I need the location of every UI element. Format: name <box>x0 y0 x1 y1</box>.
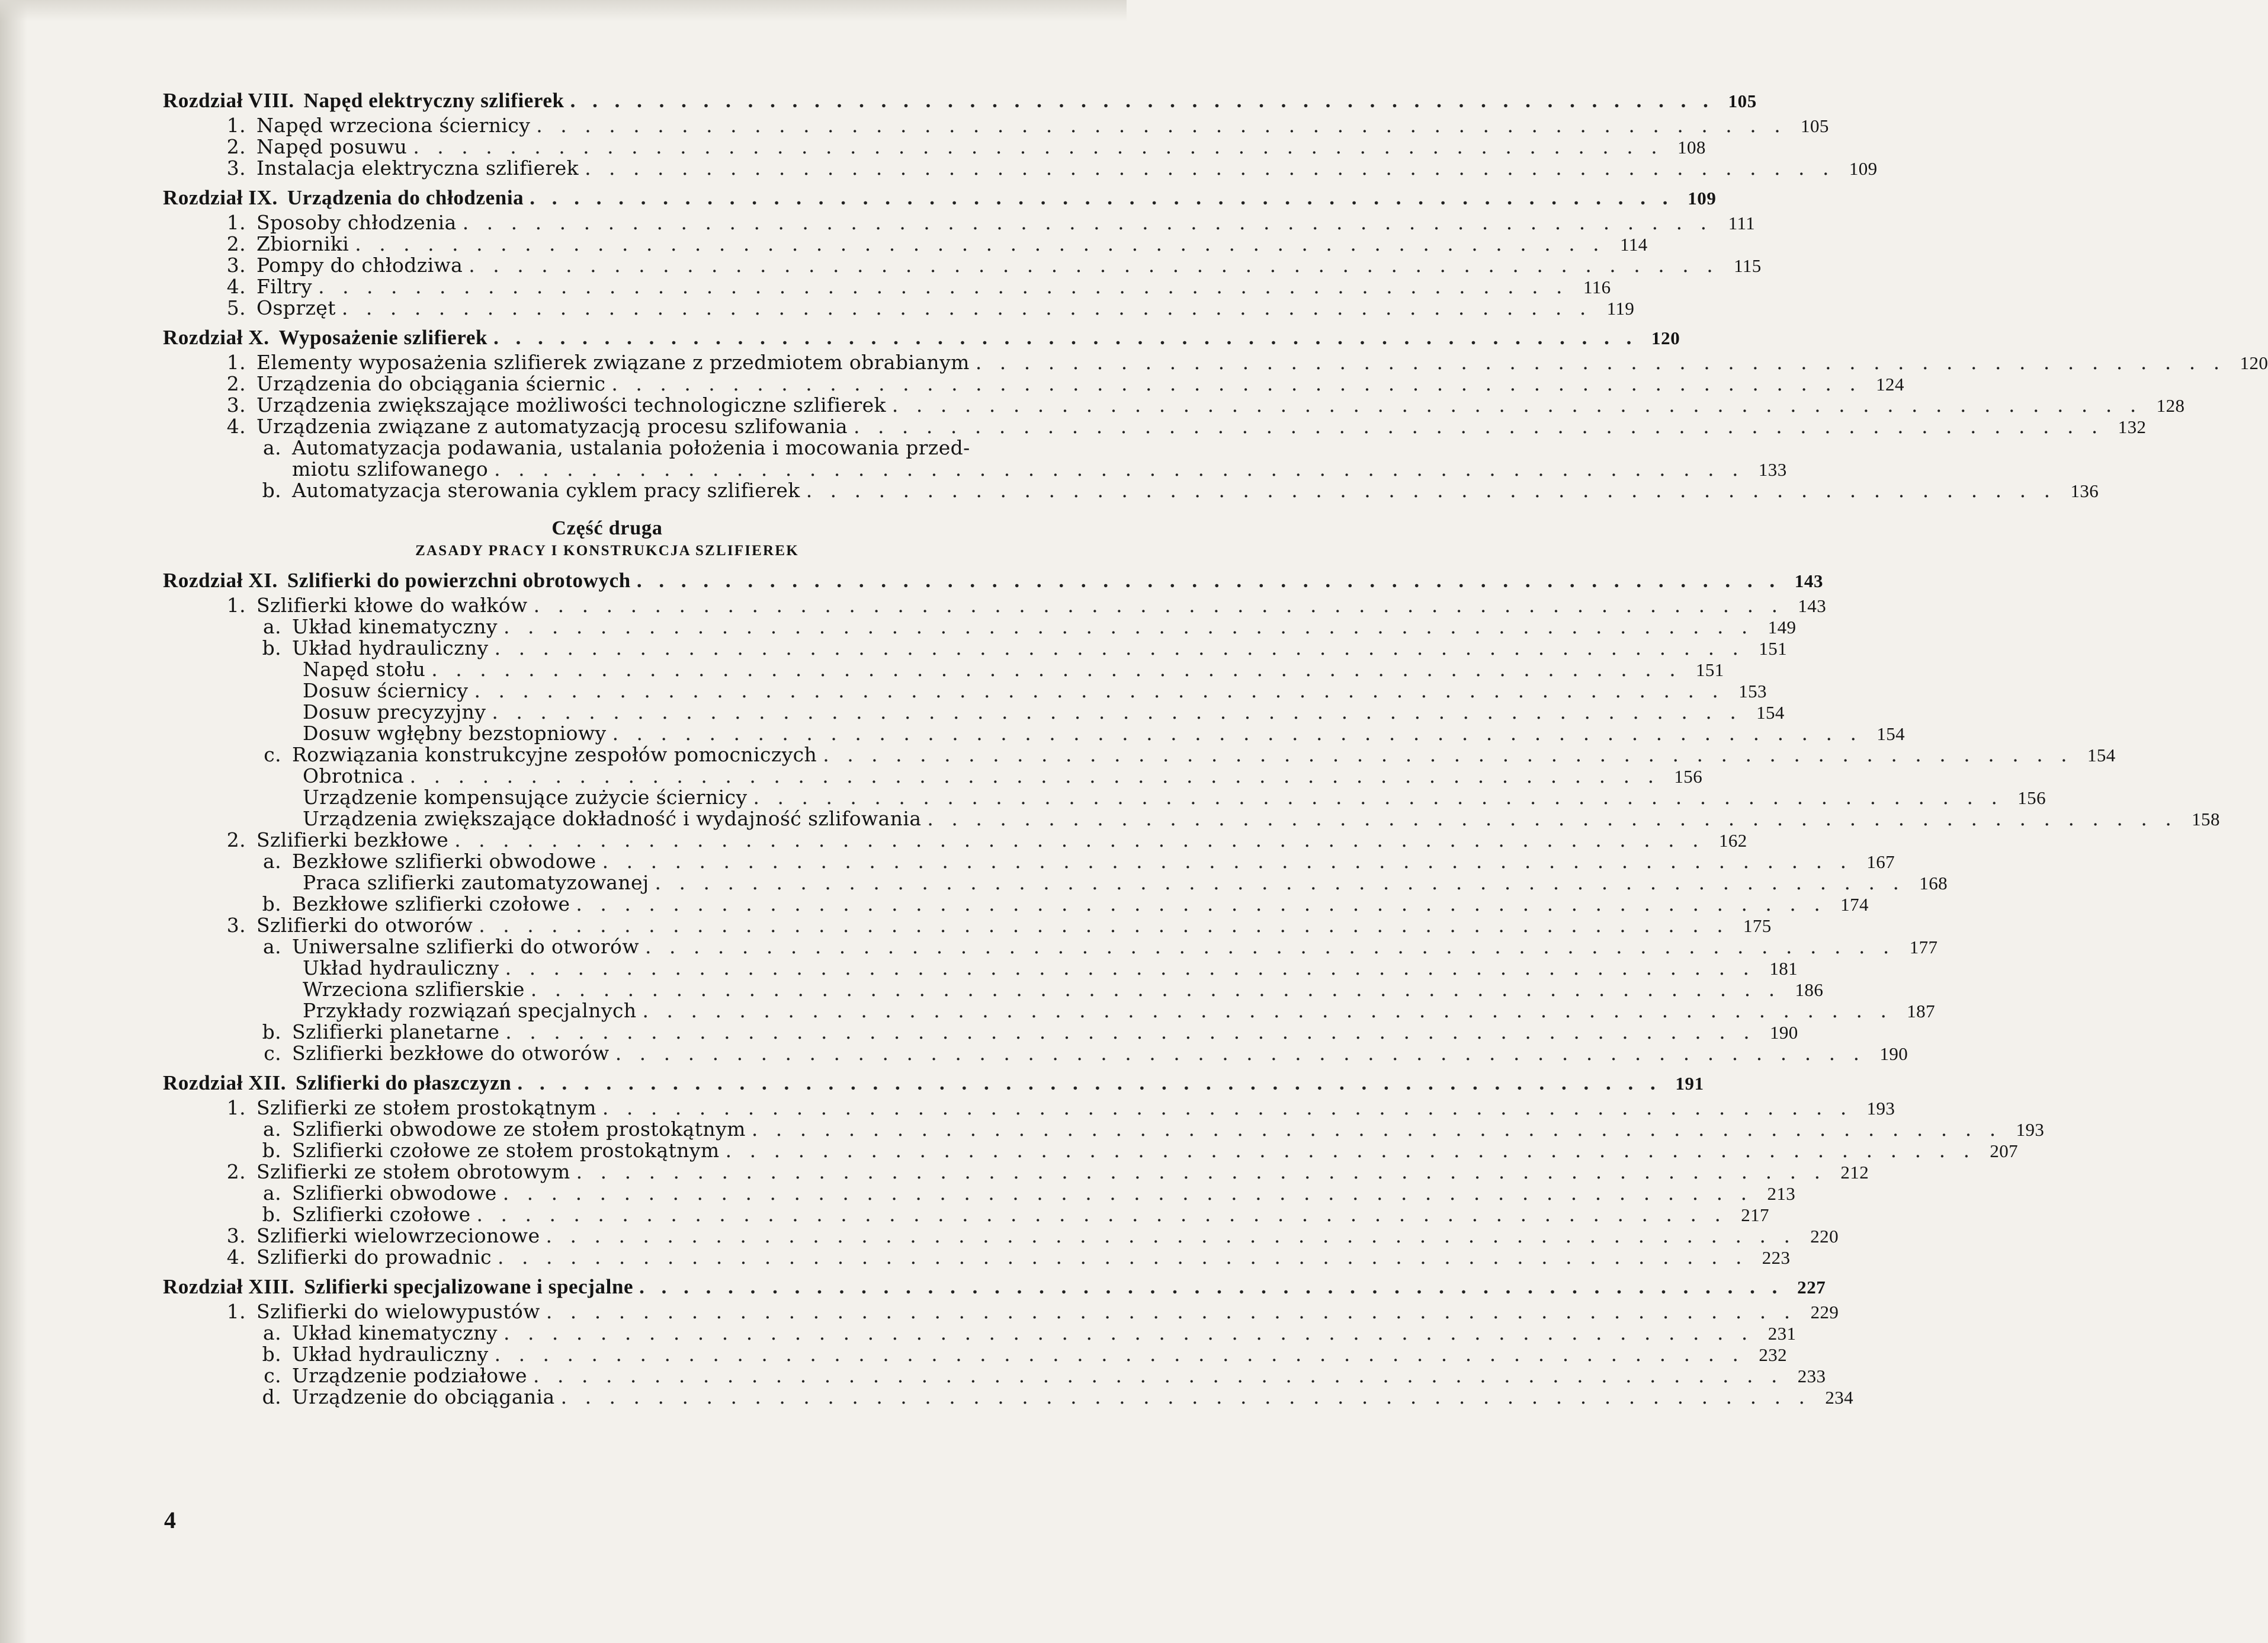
toc-entry <box>163 275 1611 298</box>
entry-page-number: 167 <box>1866 851 1895 872</box>
chapter-title: Napęd elektryczny szlifierek <box>303 89 564 112</box>
entry-number: 3. <box>226 1224 246 1247</box>
entry-number: a. <box>263 615 281 638</box>
toc-entry <box>163 807 2220 830</box>
dot-leader: . . . . . . . . . . . . . . . . . . . . . . . . . . . . . . . . . . . . . . . . . . . . . . . . . . . . <box>642 999 1892 1022</box>
toc-entry <box>163 786 2046 809</box>
entry-number: 1. <box>226 211 246 234</box>
entry-number: 4. <box>226 1245 246 1269</box>
dot-leader: . . . . . . . . . . . . . . . . . . . . . . . . . . . . . . . . . . . . . . . . . . . . . . . . . . . . <box>853 415 2104 438</box>
dot-leader: . . . . . . . . . . . . . . . . . . . . . . . . . . . . . . . . . . . . . . . . . . . . . . . . . . . . <box>409 764 1660 787</box>
entry-number: 2. <box>226 1160 246 1183</box>
dot-leader: . . . . . . . . . . . . . . . . . . . . . . . . . . . . . . . . . . . . . . . . . . . . . . . . . . . . <box>751 1117 2002 1141</box>
dot-leader: . . . . . . . . . . . . . . . . . . . . . . . . . . . . . . . . . . . . . . . . . . . . . . . . . . . . <box>536 114 1786 137</box>
dot-leader: . . . . . . . . . . . . . . . . . . . . . . . . . . . . . . . . . . . . . . . . . . . . . . . . . . . . <box>498 1245 1748 1269</box>
dot-leader: . . . . . . . . . . . . . . . . . . . . . . . . . . . . . . . . . . . . . . . . . . . . . . . . . . . . <box>479 914 1729 937</box>
toc-entry <box>163 871 1948 894</box>
dot-leader: . . . . . . . . . . . . . . . . . . . . . . . . . . . . . . . . . . . . . . . . . . . . . . . . . . . . <box>615 1042 1866 1065</box>
toc-entry <box>163 1364 1826 1387</box>
entry-number: 2. <box>226 372 246 395</box>
toc-entry <box>163 1042 1908 1065</box>
entry-number: c. <box>264 1364 281 1387</box>
entry-title: Bezkłowe szlifierki obwodowe <box>292 850 596 873</box>
chapter-page-number: 227 <box>1797 1277 1826 1298</box>
entry-page-number: 111 <box>1728 213 1756 233</box>
toc-entry <box>163 658 1724 681</box>
toc-entry <box>163 935 1938 958</box>
chapter-heading <box>163 570 631 591</box>
entry-title: Rozwiązania konstrukcyjne zespołów pomocniczych <box>292 743 817 766</box>
toc-entry <box>163 232 1648 255</box>
toc-entry <box>163 135 1706 158</box>
entry-title: Szlifierki do otworów <box>256 914 473 937</box>
toc-entry <box>163 1245 1791 1269</box>
toc-entry <box>163 956 1798 979</box>
entry-number: a. <box>263 1181 281 1205</box>
entry-number: b. <box>262 892 281 915</box>
entry-page-number: 174 <box>1840 894 1869 915</box>
entry-page-number: 114 <box>1620 234 1648 255</box>
entry-page-number: 181 <box>1769 958 1798 979</box>
toc-entry <box>163 1096 1895 1119</box>
entry-number: 1. <box>226 594 246 617</box>
chapter-label: Rozdział VIII. <box>163 89 294 112</box>
dot-leader: . . . . . . . . . . . . . . . . . . . . . . . . . . . . . . . . . . . . . . . . . . . . . . . . . . . . <box>546 1224 1796 1247</box>
entry-number: b. <box>262 1343 281 1366</box>
toc-entry <box>163 594 1827 617</box>
entry-title: Automatyzacja podawania, ustalania położenia i mocowania przed- <box>292 436 970 459</box>
entry-page-number: 136 <box>2070 481 2099 501</box>
entry-title: Dosuw ściernicy <box>303 679 469 702</box>
dot-leader: . . . . . . . . . . . . . . . . . . . . . . . . . . . . . . . . . . . . . . . . . . . . . . . . . . . . <box>454 828 1705 851</box>
entry-title: Elementy wyposażenia szlifierek związane z przedmiotem obrabianym <box>256 351 970 374</box>
toc-entry <box>163 679 1767 702</box>
entry-number: 3. <box>226 254 246 277</box>
entry-page-number: 116 <box>1583 277 1611 297</box>
dot-leader: . . . . . . . . . . . . . . . . . . . . . . . . . . . . . . . . . . . . . . . . . . . . . . . . . . . . <box>474 679 1724 702</box>
entry-page-number: 120 <box>2240 353 2268 373</box>
entry-title: Szlifierki ze stołem prostokątnym <box>256 1096 596 1119</box>
toc-entry <box>163 1343 1788 1366</box>
entry-title: Obrotnica <box>303 764 404 787</box>
entry-page-number: 158 <box>2192 809 2220 829</box>
entry-page-number: 151 <box>1759 638 1788 659</box>
dot-leader: . . . . . . . . . . . . . . . . . . . . . . . . . . . . . . . . . . . . . . . . . . . . . . . . . . . . <box>570 89 1714 112</box>
entry-number: 2. <box>226 232 246 255</box>
entry-title: Urządzenia do obciągania ściernic <box>256 372 606 395</box>
dot-leader: . . . . . . . . . . . . . . . . . . . . . . . . . . . . . . . . . . . . . . . . . . . . . . . . . . . . <box>636 569 1781 592</box>
dot-leader: . . . . . . . . . . . . . . . . . . . . . . . . . . . . . . . . . . . . . . . . . . . . . . . . . . . . <box>560 1385 1811 1408</box>
entry-number: 1. <box>226 114 246 137</box>
part-heading <box>163 517 1051 562</box>
entry-title: Wrzeciona szlifierskie <box>303 978 525 1001</box>
chapter-row <box>163 89 1757 112</box>
entry-title: Dosuw wgłębny bezstopniowy <box>303 722 607 745</box>
entry-page-number: 232 <box>1759 1344 1788 1365</box>
dot-leader: . . . . . . . . . . . . . . . . . . . . . . . . . . . . . . . . . . . . . . . . . . . . . . . . . . . . <box>612 722 1863 745</box>
scan-shadow-left <box>0 0 27 1643</box>
entry-number: 4. <box>226 415 246 438</box>
entry-title: Dosuw precyzyjny <box>303 700 486 723</box>
toc-entry <box>163 1160 1869 1183</box>
entry-number: c. <box>264 743 281 766</box>
entry-page-number: 156 <box>1674 766 1703 787</box>
entry-number: b. <box>262 1139 281 1162</box>
dot-leader: . . . . . . . . . . . . . . . . . . . . . . . . . . . . . . . . . . . . . . . . . . . . . . . . . . . . <box>602 1096 1853 1119</box>
dot-leader: . . . . . . . . . . . . . . . . . . . . . . . . . . . . . . . . . . . . . . . . . . . . . . . . . . . . <box>431 658 1682 681</box>
toc-entry <box>163 415 2147 438</box>
chapter-row <box>163 569 1824 592</box>
dot-leader: . . . . . . . . . . . . . . . . . . . . . . . . . . . . . . . . . . . . . . . . . . . . . . . . . . . . <box>462 211 1713 234</box>
entry-title: Urządzenie do obciągania <box>292 1385 555 1408</box>
chapter-row <box>163 1275 1826 1298</box>
entry-title: Układ kinematyczny <box>292 615 498 638</box>
entry-number: 3. <box>226 393 246 417</box>
toc-entry <box>163 372 1904 395</box>
dot-leader: . . . . . . . . . . . . . . . . . . . . . . . . . . . . . . . . . . . . . . . . . . . . . . . . . . . . <box>530 978 1781 1001</box>
entry-title: Szlifierki czołowe <box>292 1203 471 1226</box>
chapter-row <box>163 186 1717 209</box>
entry-page-number: 193 <box>1866 1098 1895 1119</box>
dot-leader: . . . . . . . . . . . . . . . . . . . . . . . . . . . . . . . . . . . . . . . . . . . . . . . . . . . . <box>533 594 1784 617</box>
chapter-title: Szlifierki do powierzchni obrotowych <box>287 569 631 592</box>
entry-number: 3. <box>226 156 246 180</box>
toc-entry <box>163 1117 2045 1141</box>
dot-leader: . . . . . . . . . . . . . . . . . . . . . . . . . . . . . . . . . . . . . . . . . . . . . . . . . . . . <box>644 935 1895 958</box>
entry-page-number: 156 <box>2017 787 2046 808</box>
toc-entry <box>163 914 1772 937</box>
entry-number: 2. <box>226 828 246 851</box>
dot-leader: . . . . . . . . . . . . . . . . . . . . . . . . . . . . . . . . . . . . . . . . . . . . . . . . . . . . <box>476 1203 1727 1226</box>
chapter-page-number: 109 <box>1688 188 1717 209</box>
entry-title: Zbiorniki <box>256 232 349 255</box>
toc-entry <box>163 892 1869 915</box>
dot-leader: . . . . . . . . . . . . . . . . . . . . . . . . . . . . . . . . . . . . . . . . . . . . . . . . . . . . <box>492 700 1742 723</box>
page-number: 4 <box>164 1507 176 1533</box>
entry-title: Układ kinematyczny <box>292 1321 498 1344</box>
entry-number: 2. <box>226 135 246 158</box>
dot-leader: . . . . . . . . . . . . . . . . . . . . . . . . . . . . . . . . . . . . . . . . . . . . . . . . . . . . <box>576 892 1826 915</box>
entry-page-number: 143 <box>1798 595 1827 616</box>
chapter-heading <box>163 187 524 209</box>
chapter-label: Rozdział X. <box>163 326 270 349</box>
entry-number: a. <box>263 935 281 958</box>
entry-page-number: 217 <box>1741 1205 1769 1225</box>
toc-entry <box>163 457 1787 481</box>
toc-group-part-one <box>163 89 2268 502</box>
entry-number: b. <box>262 1020 281 1043</box>
entry-title: Układ hydrauliczny <box>303 956 499 979</box>
entry-number: b. <box>262 636 281 659</box>
toc-entry <box>163 296 1635 319</box>
dot-leader: . . . . . . . . . . . . . . . . . . . . . . . . . . . . . . . . . . . . . . . . . . . . . . . . . . . . <box>494 457 1744 481</box>
chapter-page-number: 120 <box>1651 328 1680 348</box>
entry-page-number: 162 <box>1718 830 1747 851</box>
dot-leader: . . . . . . . . . . . . . . . . . . . . . . . . . . . . . . . . . . . . . . . . . . . . . . . . . . . . <box>602 850 1853 873</box>
entry-page-number: 108 <box>1677 137 1706 158</box>
dot-leader: . . . . . . . . . . . . . . . . . . . . . . . . . . . . . . . . . . . . . . . . . . . . . . . . . . . . <box>753 786 2003 809</box>
entry-page-number: 190 <box>1770 1022 1798 1043</box>
entry-title: Urządzenie podziałowe <box>292 1364 527 1387</box>
dot-leader: . . . . . . . . . . . . . . . . . . . . . . . . . . . . . . . . . . . . . . . . . . . . . . . . . . . . <box>655 871 1905 894</box>
entry-title: Urządzenia zwiększające możliwości technologiczne szlifierek <box>256 393 886 417</box>
entry-number: 4. <box>226 275 246 298</box>
toc-entry <box>163 764 1703 787</box>
dot-leader: . . . . . . . . . . . . . . . . . . . . . . . . . . . . . . . . . . . . . . . . . . . . . . . . . . . . <box>503 1321 1754 1344</box>
toc-entry <box>163 254 1762 277</box>
entry-page-number: 233 <box>1797 1366 1826 1386</box>
entry-title: Szlifierki obwodowe ze stołem prostokątnym <box>292 1117 746 1141</box>
entry-page-number: 124 <box>1876 374 1904 395</box>
entry-number: 5. <box>226 296 246 319</box>
entry-number: d. <box>262 1385 281 1408</box>
toc-entry <box>163 636 1788 659</box>
toc-entry <box>163 978 1824 1001</box>
dot-leader: . . . . . . . . . . . . . . . . . . . . . . . . . . . . . . . . . . . . . . . . . . . . . . . . . . . . <box>530 186 1674 209</box>
entry-page-number: 109 <box>1849 158 1878 179</box>
entry-number: 1. <box>226 1096 246 1119</box>
entry-page-number: 115 <box>1734 255 1762 276</box>
chapter-page-number: 143 <box>1794 571 1824 591</box>
dot-leader: . . . . . . . . . . . . . . . . . . . . . . . . . . . . . . . . . . . . . . . . . . . . . . . . . . . . <box>318 275 1568 298</box>
entry-title: Urządzenie kompensujące zużycie ściernicy <box>303 786 748 809</box>
entry-title: Pompy do chłodziwa <box>256 254 463 277</box>
entry-number: a. <box>263 1321 281 1344</box>
entry-page-number: 105 <box>1801 116 1829 136</box>
toc-group-part-two <box>163 569 2220 1408</box>
toc-entry <box>163 999 1935 1022</box>
chapter-title: Szlifierki specjalizowane i specjalne <box>304 1275 634 1298</box>
table-of-contents <box>163 89 2268 1408</box>
toc-entry <box>163 722 1905 745</box>
entry-title: Szlifierki obwodowe <box>292 1181 497 1205</box>
entry-title: Uniwersalne szlifierki do otworów <box>292 935 639 958</box>
entry-number: b. <box>262 1203 281 1226</box>
entry-title: Szlifierki kłowe do wałków <box>256 594 528 617</box>
entry-page-number: 220 <box>1810 1226 1839 1247</box>
toc-entry <box>163 479 2099 502</box>
entry-page-number: 168 <box>1919 873 1948 893</box>
entry-title: Szlifierki do wielowypustów <box>256 1300 540 1323</box>
entry-page-number: 175 <box>1743 915 1772 936</box>
entry-page-number: 154 <box>1876 723 1905 744</box>
entry-title: Szlifierki wielowrzecionowe <box>256 1224 540 1247</box>
toc-entry <box>163 1203 1769 1226</box>
entry-title: Osprzęt <box>256 296 336 319</box>
entry-title: Szlifierki czołowe ze stołem prostokątnym <box>292 1139 720 1162</box>
entry-title: Szlifierki ze stołem obrotowym <box>256 1160 570 1183</box>
entry-page-number: 128 <box>2156 395 2185 416</box>
entry-title: miotu szlifowanego <box>292 457 489 481</box>
scan-shadow-top <box>0 0 1127 21</box>
dot-leader: . . . . . . . . . . . . . . . . . . . . . . . . . . . . . . . . . . . . . . . . . . . . . . . . . . . . <box>502 1181 1753 1205</box>
toc-entry <box>163 828 1747 851</box>
entry-page-number: 149 <box>1767 617 1797 638</box>
entry-page-number: 231 <box>1767 1323 1797 1344</box>
entry-page-number: 154 <box>1756 702 1785 723</box>
entry-title: Szlifierki bezkłowe <box>256 828 449 851</box>
toc-entry <box>163 1181 1796 1205</box>
dot-leader: . . . . . . . . . . . . . . . . . . . . . . . . . . . . . . . . . . . . . . . . . . . . . . . . . . . . <box>639 1275 1783 1298</box>
dot-leader: . . . . . . . . . . . . . . . . . . . . . . . . . . . . . . . . . . . . . . . . . . . . . . . . . . . . <box>493 326 1638 349</box>
dot-leader: . . . . . . . . . . . . . . . . . . . . . . . . . . . . . . . . . . . . . . . . . . . . . . . . . . . . <box>806 479 2057 502</box>
toc-entry <box>163 1321 1797 1344</box>
entry-page-number: 229 <box>1810 1302 1839 1322</box>
dot-leader: . . . . . . . . . . . . . . . . . . . . . . . . . . . . . . . . . . . . . . . . . . . . . . . . . . . . <box>533 1364 1783 1387</box>
dot-leader: . . . . . . . . . . . . . . . . . . . . . . . . . . . . . . . . . . . . . . . . . . . . . . . . . . . . <box>823 743 2073 766</box>
toc-entry <box>163 743 2116 766</box>
chapter-heading <box>163 90 564 111</box>
chapter-title: Wyposażenie szlifierek <box>278 326 488 349</box>
chapter-label: Rozdział XII. <box>163 1071 287 1094</box>
chapter-label: Rozdział XIII. <box>163 1275 295 1298</box>
entry-page-number: 154 <box>2087 745 2116 766</box>
entry-page-number: 234 <box>1825 1387 1854 1408</box>
dot-leader: . . . . . . . . . . . . . . . . . . . . . . . . . . . . . . . . . . . . . . . . . . . . . . . . . . . . <box>503 615 1754 638</box>
entry-title: Automatyzacja sterowania cyklem pracy szlifierek <box>292 479 800 502</box>
entry-page-number: 213 <box>1767 1183 1796 1204</box>
dot-leader: . . . . . . . . . . . . . . . . . . . . . . . . . . . . . . . . . . . . . . . . . . . . . . . . . . . . <box>585 156 1835 180</box>
entry-title: Napęd stołu <box>303 658 426 681</box>
entry-number: b. <box>262 479 281 502</box>
toc-entry <box>163 1385 1854 1408</box>
toc-entry <box>163 615 1797 638</box>
entry-page-number: 193 <box>2016 1119 2045 1140</box>
entry-number: a. <box>263 436 281 459</box>
dot-leader: . . . . . . . . . . . . . . . . . . . . . . . . . . . . . . . . . . . . . . . . . . . . . . . . . . . . <box>341 296 1592 319</box>
dot-leader: . . . . . . . . . . . . . . . . . . . . . . . . . . . . . . . . . . . . . . . . . . . . . . . . . . . . <box>576 1160 1827 1183</box>
chapter-heading <box>163 1072 511 1094</box>
toc-entry <box>163 156 1878 180</box>
entry-page-number: 212 <box>1840 1162 1869 1183</box>
entry-page-number: 177 <box>1909 937 1938 957</box>
chapter-label: Rozdział IX. <box>163 186 278 209</box>
entry-page-number: 119 <box>1606 298 1635 319</box>
entry-title: Urządzenia związane z automatyzacją procesu szlifowania <box>256 415 848 438</box>
dot-leader: . . . . . . . . . . . . . . . . . . . . . . . . . . . . . . . . . . . . . . . . . . . . . . . . . . . . <box>355 232 1605 255</box>
toc-entry <box>163 1300 1839 1323</box>
part-title: Część druga <box>551 517 663 539</box>
entry-page-number: 153 <box>1738 681 1767 702</box>
entry-title: Napęd posuwu <box>256 135 408 158</box>
entry-page-number: 186 <box>1795 979 1824 1000</box>
toc-entry <box>163 211 1756 234</box>
entry-title: Szlifierki bezkłowe do otworów <box>292 1042 609 1065</box>
chapter-row <box>163 326 1680 349</box>
toc-entry <box>163 1224 1839 1247</box>
toc-entry <box>163 351 2268 374</box>
toc-entry <box>163 1020 1798 1043</box>
toc-entry <box>163 393 2185 417</box>
chapter-page-number: 105 <box>1728 91 1757 111</box>
entry-title: Sposoby chłodzenia <box>256 211 457 234</box>
dot-leader: . . . . . . . . . . . . . . . . . . . . . . . . . . . . . . . . . . . . . . . . . . . . . . . . . . . . <box>517 1071 1661 1094</box>
entry-number: c. <box>264 1042 281 1065</box>
chapter-heading <box>163 1276 633 1298</box>
entry-title: Praca szlifierki zautomatyzowanej <box>303 871 649 894</box>
entry-title: Urządzenia zwiększające dokładność i wydajność szlifowania <box>303 807 922 830</box>
chapter-page-number: 191 <box>1675 1073 1704 1094</box>
entry-title: Bezkłowe szlifierki czołowe <box>292 892 570 915</box>
entry-title: Układ hydrauliczny <box>292 1343 489 1366</box>
entry-page-number: 223 <box>1762 1247 1791 1268</box>
entry-title: Przykłady rozwiązań specjalnych <box>303 999 637 1022</box>
chapter-row <box>163 1071 1704 1094</box>
dot-leader: . . . . . . . . . . . . . . . . . . . . . . . . . . . . . . . . . . . . . . . . . . . . . . . . . . . . <box>725 1139 1976 1162</box>
dot-leader: . . . . . . . . . . . . . . . . . . . . . . . . . . . . . . . . . . . . . . . . . . . . . . . . . . . . <box>469 254 1719 277</box>
entry-title: Filtry <box>256 275 313 298</box>
dot-leader: . . . . . . . . . . . . . . . . . . . . . . . . . . . . . . . . . . . . . . . . . . . . . . . . . . . . <box>975 351 2226 374</box>
part-subtitle: ZASADY PRACY I KONSTRUKCJA SZLIFIEREK <box>415 543 799 559</box>
entry-page-number: 207 <box>1990 1141 2019 1161</box>
dot-leader: . . . . . . . . . . . . . . . . . . . . . . . . . . . . . . . . . . . . . . . . . . . . . . . . . . . . <box>891 393 2142 417</box>
entry-number: 1. <box>226 351 246 374</box>
entry-page-number: 187 <box>1907 1001 1935 1021</box>
chapter-label: Rozdział XI. <box>163 569 278 592</box>
dot-leader: . . . . . . . . . . . . . . . . . . . . . . . . . . . . . . . . . . . . . . . . . . . . . . . . . . . . <box>505 956 1756 979</box>
entry-title: Szlifierki do prowadnic <box>256 1245 492 1269</box>
toc-entry <box>163 850 1895 873</box>
dot-leader: . . . . . . . . . . . . . . . . . . . . . . . . . . . . . . . . . . . . . . . . . . . . . . . . . . . . <box>505 1020 1756 1043</box>
entry-title: Układ hydrauliczny <box>292 636 489 659</box>
entry-number: 1. <box>226 1300 246 1323</box>
dot-leader: . . . . . . . . . . . . . . . . . . . . . . . . . . . . . . . . . . . . . . . . . . . . . . . . . . . . <box>494 636 1745 659</box>
chapter-title: Szlifierki do płaszczyzn <box>296 1071 512 1094</box>
entry-title: Napęd wrzeciona ściernicy <box>256 114 531 137</box>
entry-number: a. <box>263 850 281 873</box>
entry-page-number: 133 <box>1758 459 1787 480</box>
dot-leader: . . . . . . . . . . . . . . . . . . . . . . . . . . . . . . . . . . . . . . . . . . . . . . . . . . . . <box>927 807 2177 830</box>
chapter-title: Urządzenia do chłodzenia <box>287 186 524 209</box>
chapter-heading <box>163 327 487 348</box>
entry-page-number: 151 <box>1695 659 1724 680</box>
entry-number: 3. <box>226 914 246 937</box>
entry-title: Instalacja elektryczna szlifierek <box>256 156 579 180</box>
dot-leader: . . . . . . . . . . . . . . . . . . . . . . . . . . . . . . . . . . . . . . . . . . . . . . . . . . . . <box>413 135 1663 158</box>
toc-entry <box>163 700 1785 723</box>
dot-leader: . . . . . . . . . . . . . . . . . . . . . . . . . . . . . . . . . . . . . . . . . . . . . . . . . . . . <box>611 372 1862 395</box>
entry-page-number: 190 <box>1879 1043 1908 1064</box>
dot-leader: . . . . . . . . . . . . . . . . . . . . . . . . . . . . . . . . . . . . . . . . . . . . . . . . . . . . <box>546 1300 1797 1323</box>
entry-number: a. <box>263 1117 281 1141</box>
entry-title: Szlifierki planetarne <box>292 1020 500 1043</box>
toc-entry <box>163 437 1051 459</box>
dot-leader: . . . . . . . . . . . . . . . . . . . . . . . . . . . . . . . . . . . . . . . . . . . . . . . . . . . . <box>494 1343 1745 1366</box>
toc-entry <box>163 1139 2019 1162</box>
entry-page-number: 132 <box>2118 417 2147 437</box>
toc-entry <box>163 114 1829 137</box>
